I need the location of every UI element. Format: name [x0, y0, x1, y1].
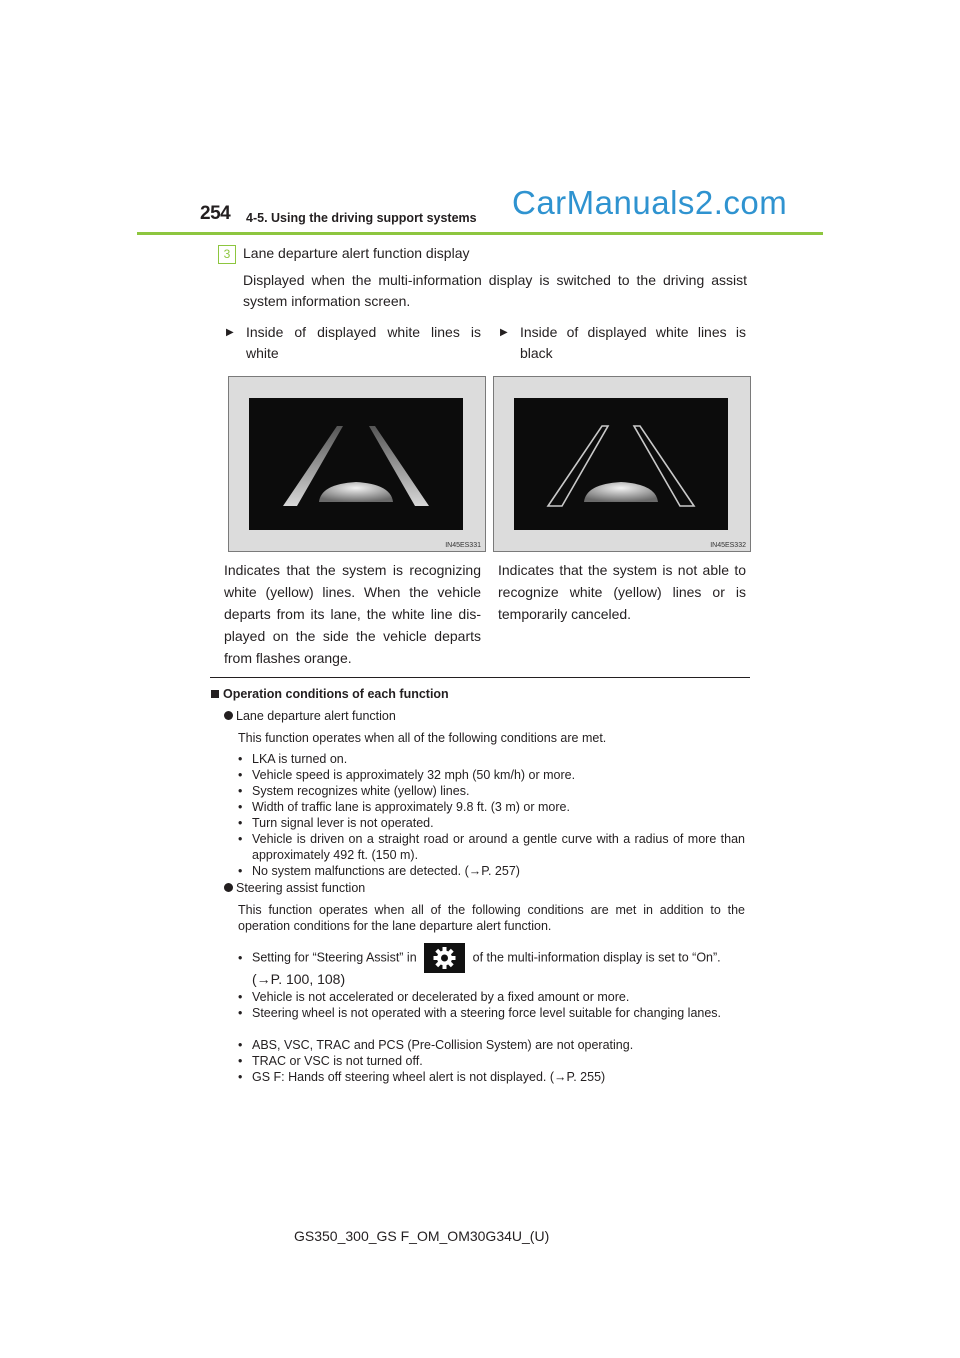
- vehicle-icon: [584, 482, 658, 502]
- header-rule: [137, 232, 823, 235]
- list-item: • Turn signal lever is not operated.: [238, 816, 434, 830]
- operation-conditions-heading: [211, 687, 449, 701]
- section-title: 4-5. Using the driving support systems: [246, 211, 477, 225]
- left-column-heading: [226, 322, 481, 364]
- vehicle-icon: [319, 482, 393, 502]
- lane-lines-white-illustration: [249, 398, 463, 530]
- watermark: CarManuals2.com: [512, 184, 788, 221]
- list-item: • Vehicle is not accelerated or decelerated by a fixed amount or more.: [238, 990, 630, 1004]
- list-item: • TRAC or VSC is not turned off.: [238, 1054, 423, 1068]
- triangle-right-icon: ▶: [226, 327, 234, 338]
- lane-display-black-figure: [493, 376, 751, 552]
- item-description: Displayed when the multi-information display is switched to the driving assist system information screen.: [243, 272, 747, 309]
- lda-subheading: [224, 709, 396, 723]
- lane-display-white-figure: [228, 376, 486, 552]
- right-column-heading: [500, 322, 746, 364]
- page-number: 254: [200, 203, 231, 224]
- list-item: • Steering wheel is not operated with a steering force level suitable for changing lanes.: [238, 1006, 722, 1020]
- steering-title: Steering assist function: [236, 881, 366, 895]
- list-item: • ABS, VSC, TRAC and PCS (Pre-Collision System) are not operating.: [238, 1038, 634, 1052]
- list-item: • LKA is turned on.: [238, 752, 348, 766]
- operation-heading-text: Operation conditions of each function: [223, 687, 449, 701]
- list-item: • GS F: Hands off steering wheel alert is not displayed. (→P. 255): [238, 1070, 606, 1084]
- square-bullet-icon: [211, 690, 219, 698]
- setting-text-after: of the multi-information display is set to “On”.: [472, 950, 721, 965]
- right-heading-text: Inside of displayed white lines is black: [520, 324, 746, 361]
- list-item: • Setting for “Steering Assist” in of the multi-information display is set to “On”.: [238, 943, 745, 973]
- display-screen: [514, 398, 728, 530]
- list-item: • Width of traffic lane is approximately 9.8 ft. (3 m) or more.: [238, 800, 570, 814]
- lda-intro: This function operates when all of the following conditions are met.: [238, 731, 607, 745]
- settings-tab-button: [424, 943, 465, 973]
- item-title: Lane departure alert function display: [243, 245, 470, 261]
- left-heading-text: Inside of displayed white lines is white: [246, 324, 481, 361]
- triangle-right-icon: ▶: [500, 327, 508, 338]
- list-item: • System recognizes white (yellow) lines.: [238, 784, 470, 798]
- display-screen: [249, 398, 463, 530]
- figure-code: IN45ES332: [710, 542, 746, 549]
- item-number-badge: 3: [218, 245, 236, 264]
- list-item: • Vehicle speed is approximately 32 mph (50 km/h) or more.: [238, 768, 576, 782]
- right-caption: Indicates that the system is not able to recognize white (yellow) lines or is temporarily canceled.: [498, 562, 746, 622]
- circle-bullet-icon: [224, 711, 233, 720]
- steering-subheading: [224, 881, 365, 895]
- list-item: • Vehicle is driven on a straight road or around a gentle curve with a radius of more than approximately 492 ft. (150 m).: [238, 832, 745, 862]
- lda-title: Lane departure alert function: [236, 709, 396, 723]
- section-divider: [210, 677, 750, 678]
- left-caption: Indicates that the system is recognizing white (yellow) lines. When the vehicle departs from its lane, the white line displayed on the side the vehicle departs from flashes orange.: [224, 562, 481, 666]
- circle-bullet-icon: [224, 883, 233, 892]
- lane-lines-outline-illustration: [514, 398, 728, 530]
- steering-intro: This function operates when all of the following conditions are met in addition to the operation conditions for the lane departure alert function.: [238, 903, 745, 933]
- setting-reference: (→P. 100, 108): [252, 971, 346, 987]
- gear-icon: [424, 943, 465, 973]
- list-item: • No system malfunctions are detected. (→P. 257): [238, 864, 520, 878]
- setting-text-before: Setting for “Steering Assist” in: [252, 950, 417, 965]
- figure-code: IN45ES331: [445, 542, 481, 549]
- footer-code: GS350_300_GS F_OM_OM30G34U_(U): [294, 1228, 550, 1244]
